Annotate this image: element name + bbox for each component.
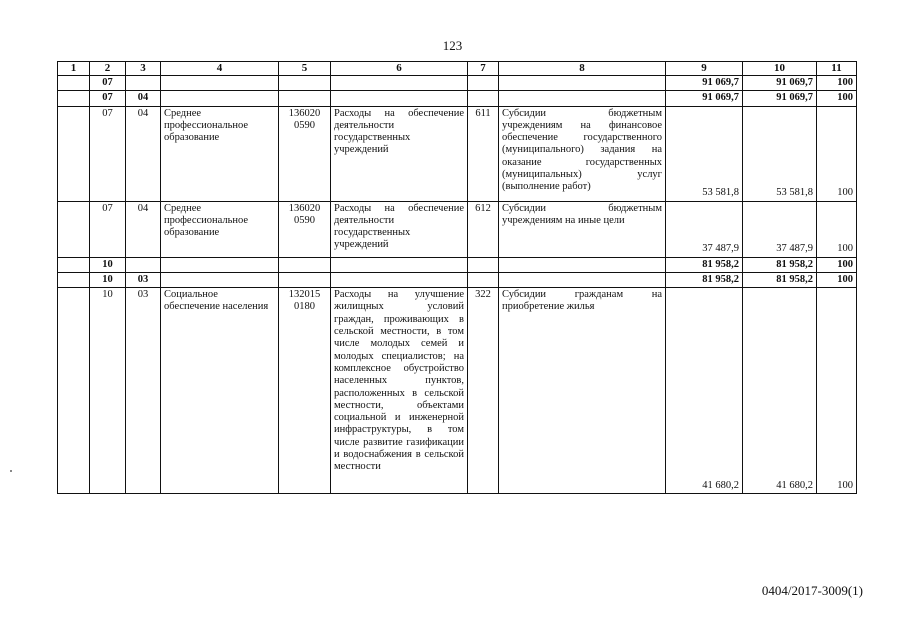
cell-col-4: [161, 76, 279, 91]
cell-col-10: 37 487,9: [743, 201, 817, 257]
cell-col-11: 100: [817, 257, 857, 272]
cell-col-1: [58, 106, 90, 201]
header-col-5: 5: [279, 62, 331, 76]
header-col-7: 7: [468, 62, 499, 76]
cell-col-3: [126, 76, 161, 91]
cell-col-8: [499, 257, 666, 272]
cell-col-11: 100: [817, 288, 857, 494]
cell-col-5: [279, 76, 331, 91]
cell-col-6: Расходы на обеспечение деятельности государственных учреждений: [331, 106, 468, 201]
cell-col-2: 10: [90, 257, 126, 272]
cell-col-11: 100: [817, 91, 857, 106]
table-row-total: [58, 272, 857, 287]
header-col-11: 11: [817, 62, 857, 76]
cell-col-3: 04: [126, 201, 161, 257]
cell-col-11: 100: [817, 272, 857, 287]
cell-col-2: 07: [90, 76, 126, 91]
cell-col-10: 41 680,2: [743, 288, 817, 494]
cell-col-2: 07: [90, 91, 126, 106]
cell-col-10: 81 958,2: [743, 272, 817, 287]
cell-col-10: 91 069,7: [743, 76, 817, 91]
cell-col-5: 136020 0590: [279, 201, 331, 257]
table-row: [58, 106, 857, 201]
cell-col-5: [279, 272, 331, 287]
cell-col-7: [468, 91, 499, 106]
document-id: 0404/2017-3009(1): [761, 583, 863, 598]
cell-col-8: Субсидии бюджетным учреждениям на иные цели: [499, 201, 666, 257]
cell-col-3: [126, 257, 161, 272]
cell-col-7: 611: [468, 106, 499, 201]
cell-col-5: [279, 91, 331, 106]
cell-col-7: [468, 272, 499, 287]
cell-col-6: [331, 272, 468, 287]
cell-col-3: 04: [126, 106, 161, 201]
cell-col-5: 136020 0590: [279, 106, 331, 201]
cell-col-2: 07: [90, 106, 126, 201]
cell-col-1: [58, 257, 90, 272]
cell-col-1: [58, 76, 90, 91]
cell-col-2: 10: [90, 272, 126, 287]
cell-col-4: Среднее профессиональное образование: [161, 106, 279, 201]
header-col-6: 6: [331, 62, 468, 76]
cell-col-10: 53 581,8: [743, 106, 817, 201]
cell-col-3: 03: [126, 288, 161, 494]
cell-col-8: Субсидии бюджетным учреждениям на финансовое обеспечение государственного (муниципального) задания на оказание государственных (муниципальных) услуг (выполнение работ): [499, 106, 666, 201]
cell-col-6: Расходы на обеспечение деятельности государственных учреждений: [331, 201, 468, 257]
cell-col-7: 322: [468, 288, 499, 494]
cell-col-9: 81 958,2: [666, 257, 743, 272]
cell-col-1: [58, 91, 90, 106]
cell-col-4: Социальное обеспечение населения: [161, 288, 279, 494]
header-col-4: 4: [161, 62, 279, 76]
cell-col-7: 612: [468, 201, 499, 257]
cell-col-4: [161, 91, 279, 106]
cell-col-3: 04: [126, 91, 161, 106]
table-row-total: [58, 76, 857, 91]
cell-col-9: 37 487,9: [666, 201, 743, 257]
cell-col-10: 91 069,7: [743, 91, 817, 106]
cell-col-1: [58, 201, 90, 257]
header-col-1: 1: [58, 62, 90, 76]
cell-col-5: [279, 257, 331, 272]
cell-col-4: Среднее профессиональное образование: [161, 201, 279, 257]
cell-col-11: 100: [817, 76, 857, 91]
cell-col-3: 03: [126, 272, 161, 287]
cell-col-9: 53 581,8: [666, 106, 743, 201]
page-number: 123: [442, 38, 463, 53]
cell-col-10: 81 958,2: [743, 257, 817, 272]
cell-col-7: [468, 257, 499, 272]
table-row-total: [58, 91, 857, 106]
cell-col-9: 91 069,7: [666, 91, 743, 106]
header-col-10: 10: [743, 62, 817, 76]
budget-table: [57, 61, 857, 494]
cell-col-8: [499, 272, 666, 287]
cell-col-2: 07: [90, 201, 126, 257]
cell-col-6: [331, 257, 468, 272]
cell-col-1: [58, 272, 90, 287]
header-col-3: 3: [126, 62, 161, 76]
table-row-total: [58, 257, 857, 272]
cell-col-2: 10: [90, 288, 126, 494]
cell-col-7: [468, 76, 499, 91]
cell-col-6: [331, 91, 468, 106]
table-row: [58, 288, 857, 494]
cell-col-11: 100: [817, 106, 857, 201]
margin-mark: [10, 470, 12, 472]
table-row: [58, 201, 857, 257]
cell-col-4: [161, 257, 279, 272]
cell-col-4: [161, 272, 279, 287]
cell-col-9: 91 069,7: [666, 76, 743, 91]
header-col-8: 8: [499, 62, 666, 76]
cell-col-5: 132015 0180: [279, 288, 331, 494]
header-row: [58, 62, 857, 76]
cell-col-9: 41 680,2: [666, 288, 743, 494]
table-body: [58, 76, 857, 494]
cell-col-8: [499, 76, 666, 91]
cell-col-9: 81 958,2: [666, 272, 743, 287]
header-col-2: 2: [90, 62, 126, 76]
cell-col-6: [331, 76, 468, 91]
cell-col-8: [499, 91, 666, 106]
cell-col-1: [58, 288, 90, 494]
cell-col-11: 100: [817, 201, 857, 257]
cell-col-8: Субсидии гражданам на приобретение жилья: [499, 288, 666, 494]
header-col-9: 9: [666, 62, 743, 76]
cell-col-6: Расходы на улучшение жилищных условий граждан, проживающих в сельской местности, в том числе молодых семей и молодых специалистов; на комплексное обустройство населенных пунктов, расположенных в сельской местности, объектами социальной и инженерной инфраструктуры, в том числе развитие газификации и водоснабжения в сельской местности: [331, 288, 468, 494]
